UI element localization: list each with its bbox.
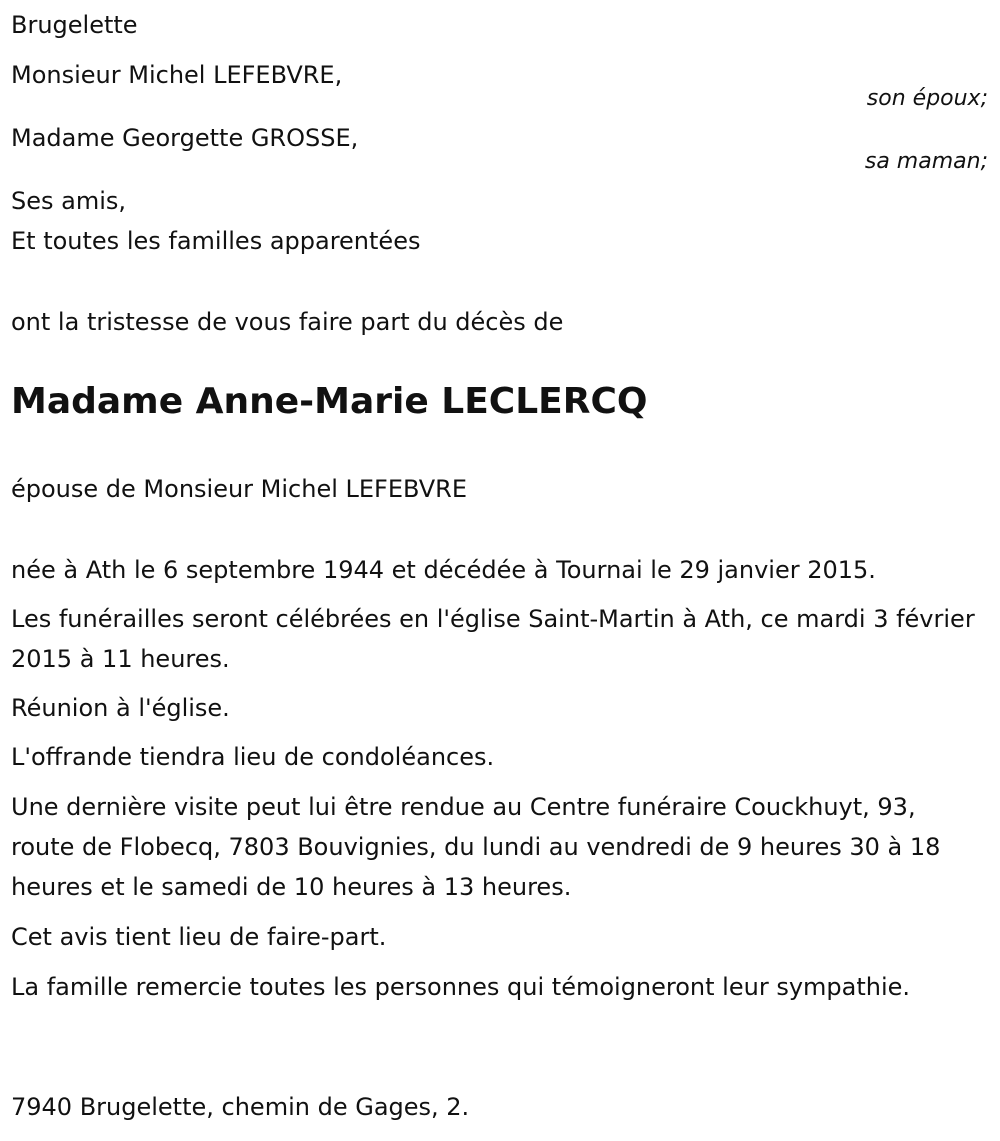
thanks-paragraph: La famille remercie toutes les personnes qui témoigneront leur sympathie. — [11, 973, 911, 1001]
funeral-paragraph: Les funérailles seront célébrées en l'église Saint-Martin à Ath, ce mardi 3 février 2015 à 11 heures. — [11, 605, 975, 673]
notice-paragraph: Cet avis tient lieu de faire-part. — [11, 923, 387, 951]
relation-mother: sa maman; — [864, 149, 988, 174]
relatives-line: Et toutes les familles apparentées — [11, 227, 421, 255]
relation-husband: son époux; — [866, 86, 988, 111]
meeting-paragraph: Réunion à l'église. — [11, 694, 230, 722]
birth-death-paragraph: née à Ath le 6 septembre 1944 et décédée à Tournai le 29 janvier 2015. — [11, 556, 876, 584]
deceased-name: Madame Anne-Marie LECLERCQ — [11, 381, 648, 422]
family-member-mother: Madame Georgette GROSSE, — [11, 124, 359, 152]
announcement-line: ont la tristesse de vous faire part du décès de — [11, 308, 564, 336]
condolences-paragraph: L'offrande tiendra lieu de condoléances. — [11, 743, 495, 771]
spouse-of-line: épouse de Monsieur Michel LEFEBVRE — [11, 475, 467, 503]
friends-line: Ses amis, — [11, 187, 127, 215]
visit-paragraph: Une dernière visite peut lui être rendue au Centre funéraire Couckhuyt, 93, route de Flobecq, 7803 Bouvignies, du lundi au vendredi de 9 heures 30 à 18 heures et le samedi de 10 heures à 13 heures. — [11, 793, 941, 901]
family-member-husband: Monsieur Michel LEFEBVRE, — [11, 61, 343, 89]
location-heading: Brugelette — [11, 11, 138, 39]
address-line: 7940 Brugelette, chemin de Gages, 2. — [11, 1093, 470, 1121]
